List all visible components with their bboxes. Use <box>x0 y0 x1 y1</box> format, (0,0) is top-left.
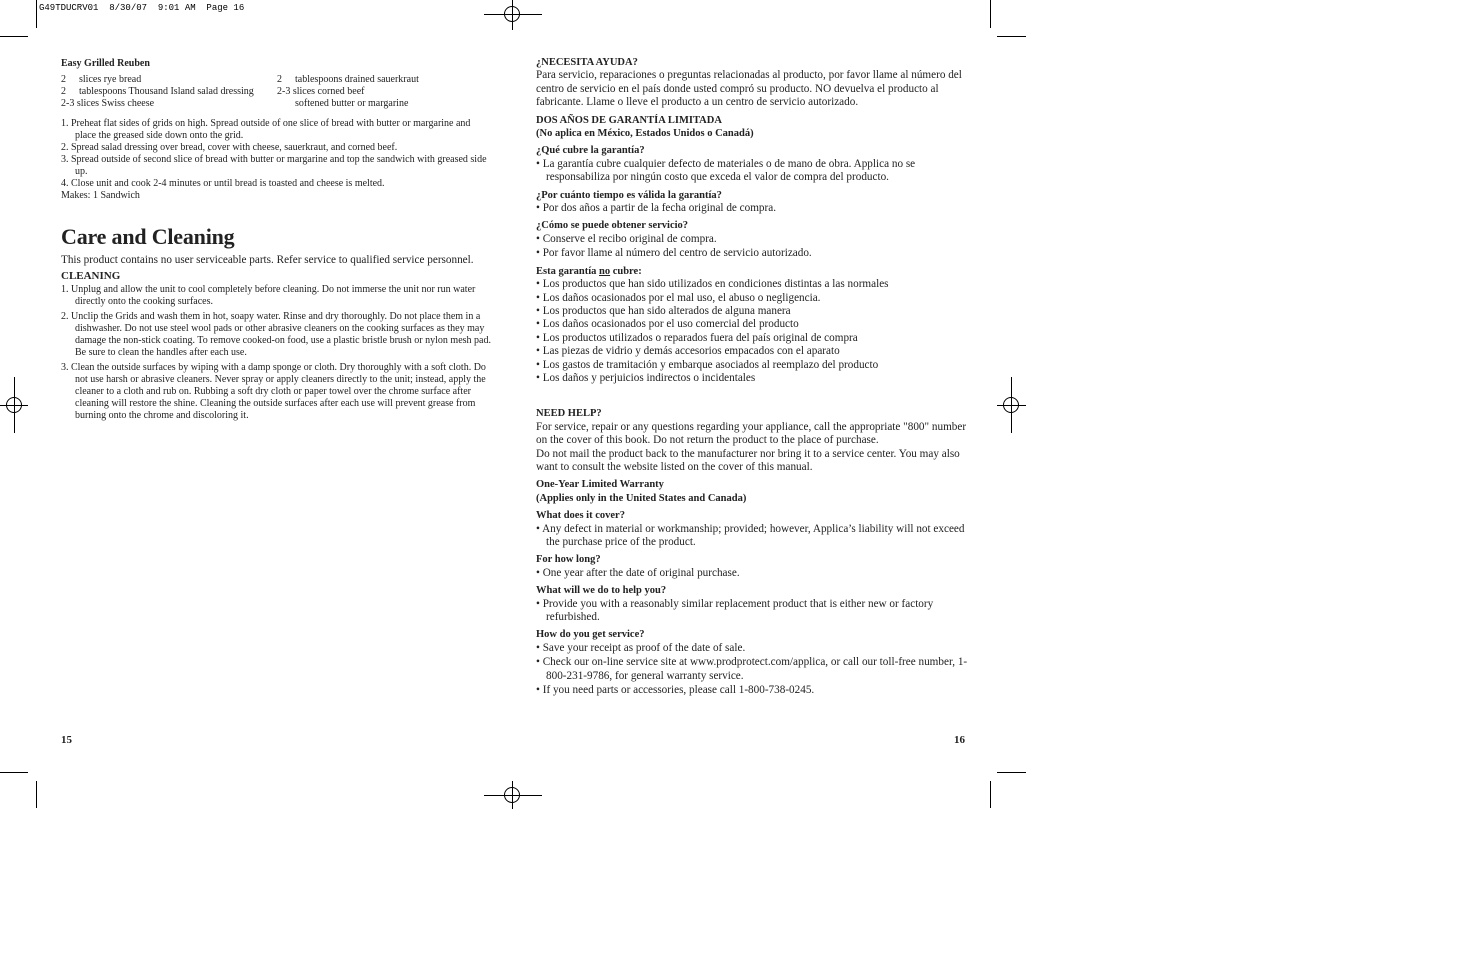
es-not-covered-item: • Los daños ocasionados por el uso comercial del producto <box>536 318 799 331</box>
left-page <box>61 58 493 425</box>
es-question: ¿Qué cubre la garantía? <box>536 145 645 157</box>
es-answer: • Por dos años a partir de la fecha original de compra. <box>536 202 777 215</box>
es-help-text: Para servicio, reparaciones o preguntas relacionadas al producto, por favor llame al número del centro de servicio en el país donde usted compró su producto. NO devuelva el producto al fabricante. Llame o lleve el producto a un centro de servicio autorizado. <box>536 69 962 109</box>
page-number-right: 16 <box>954 734 965 746</box>
en-answer: • Any defect in material or workmanship; provided; however, Applica’s liability will not exceed the purchase price of the product. <box>536 522 965 548</box>
es-warranty-subheading: (No aplica en México, Estados Unidos o Canadá) <box>536 128 754 140</box>
es-warranty-heading: DOS AÑOS DE GARANTÍA LIMITADA <box>536 114 722 126</box>
registration-mark <box>1003 397 1019 413</box>
en-help-text: Do not mail the product back to the manufacturer nor bring it to a service center. You may also want to consult the website listed on the cover of this manual. <box>536 447 960 473</box>
crop-mark <box>997 772 1026 773</box>
recipe-yield: Makes: 1 Sandwich <box>61 190 140 201</box>
ingredient: 2 tablespoons Thousand Island salad dressing <box>61 86 254 97</box>
es-not-covered-item: • Los productos que han sido alterados de alguna manera <box>536 304 791 317</box>
en-answer: • Save your receipt as proof of the date of sale. <box>536 641 746 654</box>
cleaning-item: 2. Unclip the Grids and wash them in hot, soapy water. Rinse and dry thoroughly. Do not place them in a dishwasher. Do not use steel wool pads or other abrasive cleaners on the cooking surfaces as they may damage the non-stick coating. To remove cooked-on food, use a plastic bristle brush or nylon mesh pad. Be sure to clean the handles after each use. <box>61 311 491 358</box>
crop-mark <box>990 781 991 808</box>
es-not-covered-item: • Las piezas de vidrio y demás accesorios empacados con el aparato <box>536 345 840 358</box>
cleaning-list <box>61 284 493 422</box>
care-intro: This product contains no user serviceable parts. Refer service to qualified service personnel. <box>61 254 474 266</box>
ingredient: 2-3 slices Swiss cheese <box>61 98 155 109</box>
page-number-left: 15 <box>61 734 72 746</box>
recipe-steps <box>61 118 493 202</box>
cleaning-item: 3. Clean the outside surfaces by wiping with a damp sponge or cloth. Dry thoroughly with a soft cloth. Do not use harsh or abrasive cleaners. Never spray or apply cleaners directly to the unit; instead, apply the cleaner to a cloth and rub on. Rubbing a soft dry cloth or paper towel over the chrome surface after cleaning will restore the shine. Cleaning the outside surfaces after each use will prevent grease from burning onto the chrome and discoloring it. <box>61 362 486 421</box>
en-warranty-subheading: (Applies only in the United States and Canada) <box>536 492 747 504</box>
crop-mark <box>997 36 1026 37</box>
en-question: How do you get service? <box>536 629 645 641</box>
crop-mark <box>36 781 37 808</box>
ingredient: 2-3 slices corned beef <box>277 86 365 97</box>
recipe-title: Easy Grilled Reuben <box>61 58 150 69</box>
es-not-covered-item: • Los daños y perjuicios indirectos o incidentales <box>536 371 756 384</box>
es-answer: • La garantía cubre cualquier defecto de materiales o de mano de obra. Applica no se responsabiliza por ningún costo que exceda el valor de compra del producto. <box>536 157 916 184</box>
recipe-step: 2. Spread salad dressing over bread, cover with cheese, sauerkraut, and corned beef. <box>61 142 398 153</box>
es-not-covered-heading: Esta garantía no cubre: <box>536 265 642 277</box>
ingredient-column <box>61 74 277 110</box>
en-warranty-heading: One-Year Limited Warranty <box>536 479 664 491</box>
es-answer: • Conserve el recibo original de compra. <box>536 232 717 245</box>
en-answer: • If you need parts or accessories, please call 1-800-738-0245. <box>536 684 815 697</box>
en-help-text: For service, repair or any questions regarding your appliance, call the appropriate "800" number on the cover of this book. Do not return the product to the place of purchase. <box>536 420 967 447</box>
ingredient: 2 tablespoons drained sauerkraut <box>277 74 419 85</box>
right-page <box>536 56 968 697</box>
es-help-heading: ¿NECESITA AYUDA? <box>536 57 638 68</box>
ingredient-column <box>277 74 493 110</box>
recipe-step: 1. Preheat flat sides of grids on high. Spread outside of one slice of bread with butter or margarine and place the greased side down onto the grid. <box>61 118 471 141</box>
registration-mark <box>504 787 520 803</box>
en-question: What does it cover? <box>536 510 625 522</box>
en-answer: • Check our on-line service site at www.prodprotect.com/applica, or call our toll-free number, 1-800-231-9786, for general warranty service. <box>536 656 968 682</box>
es-not-covered-item: • Los gastos de tramitación y embarque asociados al reemplazo del producto <box>536 358 879 371</box>
en-question: For how long? <box>536 554 601 566</box>
es-question: ¿Por cuánto tiempo es válida la garantía? <box>536 189 722 201</box>
recipe-step: 4. Close unit and cook 2-4 minutes or until bread is toasted and cheese is melted. <box>61 178 385 189</box>
es-not-covered-list <box>536 278 968 385</box>
es-not-covered-item: • Los daños ocasionados por el mal uso, el abuso o negligencia. <box>536 291 821 304</box>
es-not-covered-item: • Los productos que han sido utilizados en condiciones distintas a las normales <box>536 278 889 291</box>
print-slug: G49TDUCRV01 8/30/07 9:01 AM Page 16 <box>39 3 245 13</box>
en-help-heading: NEED HELP? <box>536 408 602 420</box>
es-answer: • Por favor llame al número del centro de servicio autorizado. <box>536 247 812 260</box>
recipe-step: 3. Spread outside of second slice of bread with butter or margarine and top the sandwich with greased side up. <box>61 154 487 177</box>
crop-mark <box>990 0 991 28</box>
cleaning-heading: CLEANING <box>61 270 121 282</box>
cleaning-item: 1. Unplug and allow the unit to cool completely before cleaning. Do not immerse the unit nor run water directly onto the cooking surfaces. <box>61 284 476 307</box>
registration-mark <box>6 397 22 413</box>
crop-mark <box>36 0 37 28</box>
en-answer: • One year after the date of original purchase. <box>536 566 740 579</box>
en-question: What will we do to help you? <box>536 585 667 597</box>
es-not-covered-item: • Los productos utilizados o reparados fuera del país original de compra <box>536 331 858 344</box>
crop-mark <box>0 772 28 773</box>
en-answer: • Provide you with a reasonably similar replacement product that is either new or factory refurbished. <box>536 597 934 624</box>
ingredient: softened butter or margarine <box>295 98 409 109</box>
ingredient-list <box>61 74 493 110</box>
section-title: Care and Cleaning <box>61 224 235 249</box>
es-question: ¿Cómo se puede obtener servicio? <box>536 220 689 232</box>
registration-mark <box>504 6 520 22</box>
ingredient: 2 slices rye bread <box>61 74 142 85</box>
crop-mark <box>0 36 28 37</box>
